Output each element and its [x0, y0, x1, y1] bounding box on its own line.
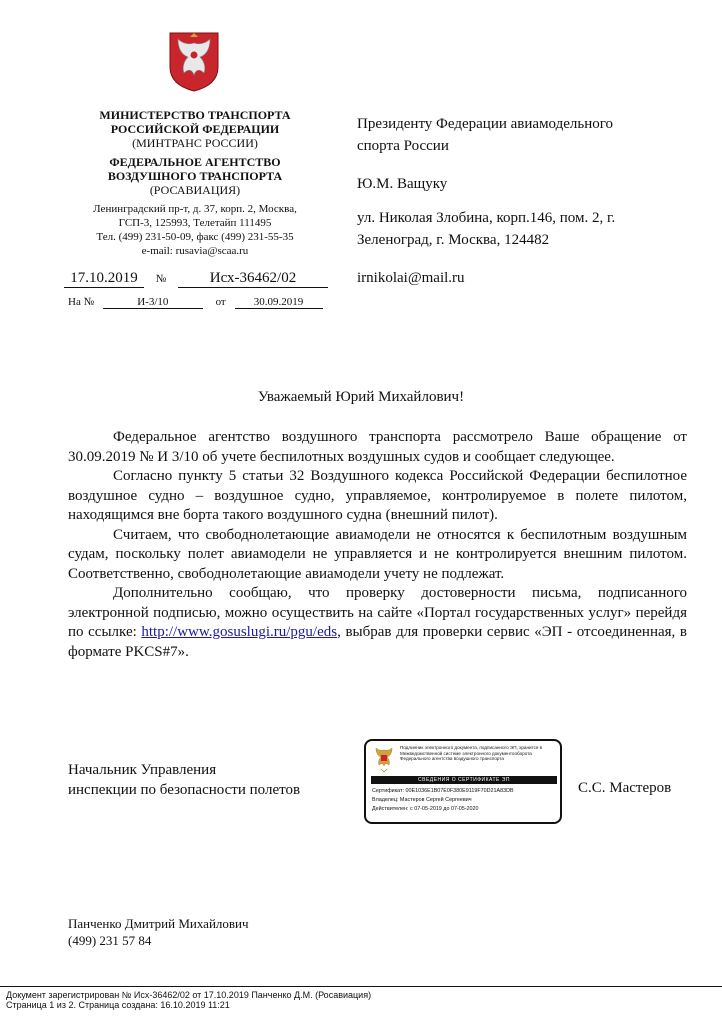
executor-info [68, 915, 249, 949]
registration-number: Исх-36462/02 [178, 270, 328, 288]
agency-line: ФЕДЕРАЛЬНОЕ АГЕНТСТВО [109, 155, 281, 169]
agency-name [60, 155, 330, 183]
addressee-position-line: Президенту Федерации авиамодельного [357, 116, 614, 132]
sender-address [60, 202, 330, 258]
stamp-header: СВЕДЕНИЯ О СЕРТИФИКАТЕ ЭП [371, 776, 557, 784]
from-label: от [215, 296, 226, 308]
body-paragraph: Согласно пункту 5 статьи 32 Воздушного кодекса Российской Федерации беспилотное воздушное судно – воздушное судно, управляемое, контролируемое в полете пилотом, находящимся вне борта такого воздушного судна (внешний пилот). [68, 468, 687, 523]
body-paragraph: Считаем, что свободнолетающие авиамодели не относятся к беспилотным воздушным судам, поскольку полет авиамодели не управляется и не контролируется внешним пилотом. Соответственно, свободнолетающие авиамодели учету не подлежат. [68, 526, 687, 582]
signer-title-line: Начальник Управления [68, 762, 217, 778]
signer-title [68, 760, 300, 800]
registration-line [64, 270, 328, 288]
body-paragraph [68, 584, 687, 662]
stamp-note: Подлинник электронного документа, подписанного ЭП, хранится в Межведомственной системе электронного документооборота Федерального агентства воздушного транспорта [400, 745, 543, 762]
number-sign: № [155, 273, 167, 285]
stamp-owner: Владелец: Мастеров Сергей Сергеевич [372, 797, 472, 803]
letter-body [68, 428, 687, 662]
registration-footer [6, 990, 371, 1010]
ministry-name [60, 108, 330, 136]
footer-line: Страница 1 из 2. Страница создана: 16.10.2019 11:21 [6, 1000, 230, 1010]
gosuslugi-link[interactable]: http://www.gosuslugi.ru/pgu/eds [141, 624, 338, 640]
stamp-certificate: Сертификат: 00E1036E1B07E0F380E9119F70D21A83DB [372, 788, 514, 794]
salutation: Уважаемый Юрий Михайлович! [257, 389, 465, 405]
signer-name: С.С. Мастеров [578, 780, 672, 796]
address-line: e-mail: rusavia@scaa.ru [141, 245, 249, 257]
body-text: Дополнительно сообщаю, что проверку достоверности письма, подписанного электронной подписью, можно осуществить на сайте «Портал государственных услуг» перейдя по ссылке: [68, 585, 687, 640]
addressee-position [357, 113, 677, 157]
address-line: Тел. (499) 231-50-09, факс (499) 231-55-35 [96, 231, 294, 243]
agency-line: ВОЗДУШНОГО ТРАНСПОРТА [107, 169, 283, 183]
footer-line: Документ зарегистрирован № Исх-36462/02 от 17.10.2019 Панченко Д.М. (Росавиация) [6, 990, 372, 1000]
registration-date: 17.10.2019 [64, 270, 144, 288]
ministry-short-name: (МИНТРАНС РОССИИ) [132, 136, 258, 150]
body-text: , выбрав для проверки сервис «ЭП - отсоединенная, в формате PKCS#7». [68, 624, 687, 660]
reply-number: И-3/10 [103, 296, 203, 309]
stamp-validity: Действителен: с 07-05-2019 до 07-05-2020 [372, 806, 479, 812]
reply-label: На № [68, 296, 95, 308]
addressee-email: irnikolai@mail.ru [357, 270, 465, 286]
reply-line [68, 296, 323, 309]
addressee-name: Ю.М. Ващуку [357, 176, 448, 192]
electronic-signature-stamp [364, 739, 562, 824]
ministry-line: РОССИЙСКОЙ ФЕДЕРАЦИИ [110, 122, 280, 136]
executor-name: Панченко Дмитрий Михайлович [68, 916, 249, 931]
addressee-address-line: ул. Николая Злобина, корп.146, пом. 2, г. [357, 210, 616, 226]
body-paragraph: Федеральное агентство воздушного транспорта рассмотрело Ваше обращение от 30.09.2019 № И 3/10 об учете беспилотных воздушных судов и сообщает следующее. [68, 429, 687, 465]
executor-phone: (499) 231 57 84 [68, 933, 152, 948]
address-line: ГСП-3, 125993, Телетайп 111495 [118, 217, 272, 229]
footer-divider [0, 986, 722, 987]
address-line: Ленинградский пр-т, д. 37, корп. 2, Москва, [93, 203, 297, 215]
addressee-position-line: спорта России [357, 138, 449, 154]
addressee-address-line: Зеленоград, г. Москва, 124482 [357, 232, 550, 248]
coat-of-arms-icon [166, 31, 222, 93]
coat-of-arms-icon [373, 747, 395, 773]
agency-short-name: (РОСАВИАЦИЯ) [149, 183, 241, 197]
ministry-line: МИНИСТЕРСТВО ТРАНСПОРТА [99, 108, 291, 122]
reply-date: 30.09.2019 [235, 296, 323, 309]
addressee-address [357, 207, 677, 251]
signer-title-line: инспекции по безопасности полетов [68, 782, 301, 798]
